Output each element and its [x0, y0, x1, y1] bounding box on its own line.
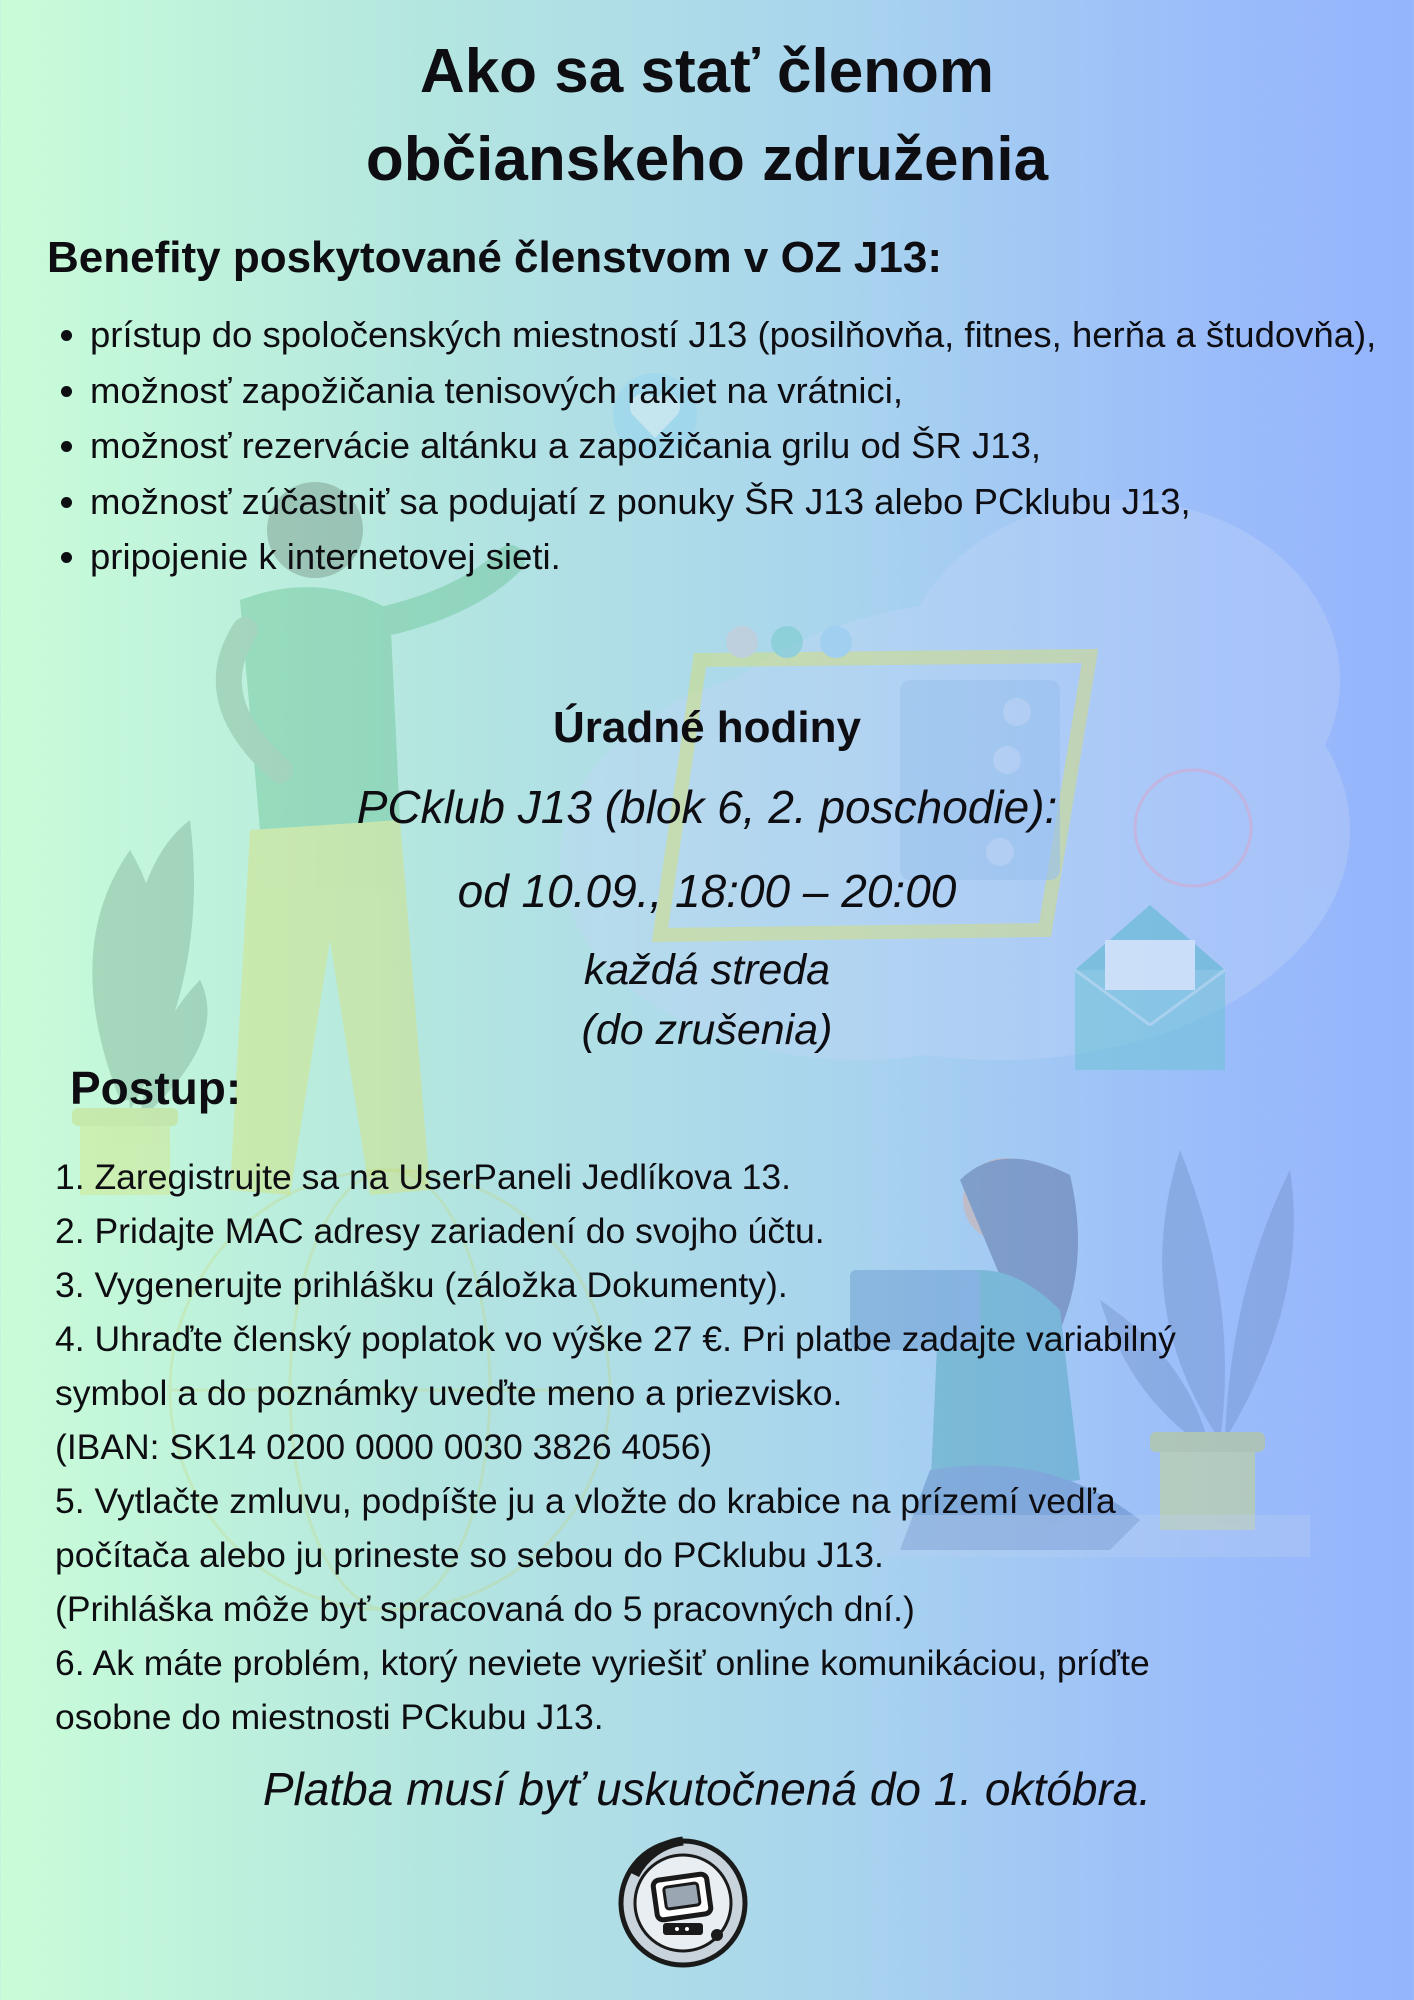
- step-line: (Prihláška môže byť spracovaná do 5 pracovných dní.): [55, 1589, 915, 1629]
- pcklub-logo-icon: [605, 1815, 765, 1975]
- step-line: 3. Vygenerujte prihlášku (záložka Dokumenty).: [55, 1265, 788, 1305]
- steps-list: [55, 1150, 1375, 1744]
- office-hours-location: PCklub J13 (blok 6, 2. poschodie):: [356, 781, 1058, 833]
- step-line: osobne do miestnosti PCkubu J13.: [55, 1697, 604, 1737]
- title-line-1: Ako sa stať členom: [419, 37, 995, 106]
- step-line: 6. Ak máte problém, ktorý neviete vyriešiť online komunikáciou, príďte: [55, 1643, 1150, 1683]
- payment-deadline: Platba musí byť uskutočnená do 1. októbra.: [262, 1763, 1152, 1815]
- benefits-heading: Benefity poskytované členstvom v OZ J13:: [47, 233, 942, 282]
- step-line: symbol a do poznámky uveďte meno a priezvisko.: [55, 1373, 843, 1413]
- office-hours-day: každá streda: [583, 946, 831, 994]
- page-title: [0, 28, 1414, 204]
- benefit-item: • možnosť zúčastniť sa podujatí z ponuky ŠR J13 alebo PCklubu J13,: [90, 474, 1414, 530]
- office-hours-date: od 10.09., 18:00 – 20:00: [457, 865, 957, 917]
- step-line: 1. Zaregistrujte sa na UserPaneli Jedlíkova 13.: [55, 1157, 792, 1197]
- benefits-list: [47, 307, 1414, 585]
- benefit-item: • pripojenie k internetovej sieti.: [90, 529, 1414, 585]
- office-hours-heading: Úradné hodiny: [552, 703, 862, 752]
- step-line: 4. Uhraďte členský poplatok vo výške 27 €. Pri platbe zadajte variabilný: [55, 1319, 1176, 1359]
- benefit-item: • možnosť zapožičania tenisových rakiet na vrátnici,: [90, 363, 1414, 419]
- benefit-item: • prístup do spoločenských miestností J13 (posilňovňa, fitnes, herňa a študovňa),: [90, 307, 1414, 363]
- benefit-item: • možnosť rezervácie altánku a zapožičania grilu od ŠR J13,: [90, 418, 1414, 474]
- office-hours-note: (do zrušenia): [581, 1006, 833, 1054]
- step-line: 2. Pridajte MAC adresy zariadení do svojho účtu.: [55, 1211, 825, 1251]
- step-line: 5. Vytlačte zmluvu, podpíšte ju a vložte do krabice na prízemí vedľa: [55, 1481, 1116, 1521]
- step-line: (IBAN: SK14 0200 0000 0030 3826 4056): [55, 1427, 713, 1467]
- title-line-2: občianskeho združenia: [365, 125, 1049, 194]
- step-line: počítača alebo ju prineste so sebou do PCklubu J13.: [55, 1535, 884, 1575]
- steps-heading: Postup:: [70, 1062, 242, 1114]
